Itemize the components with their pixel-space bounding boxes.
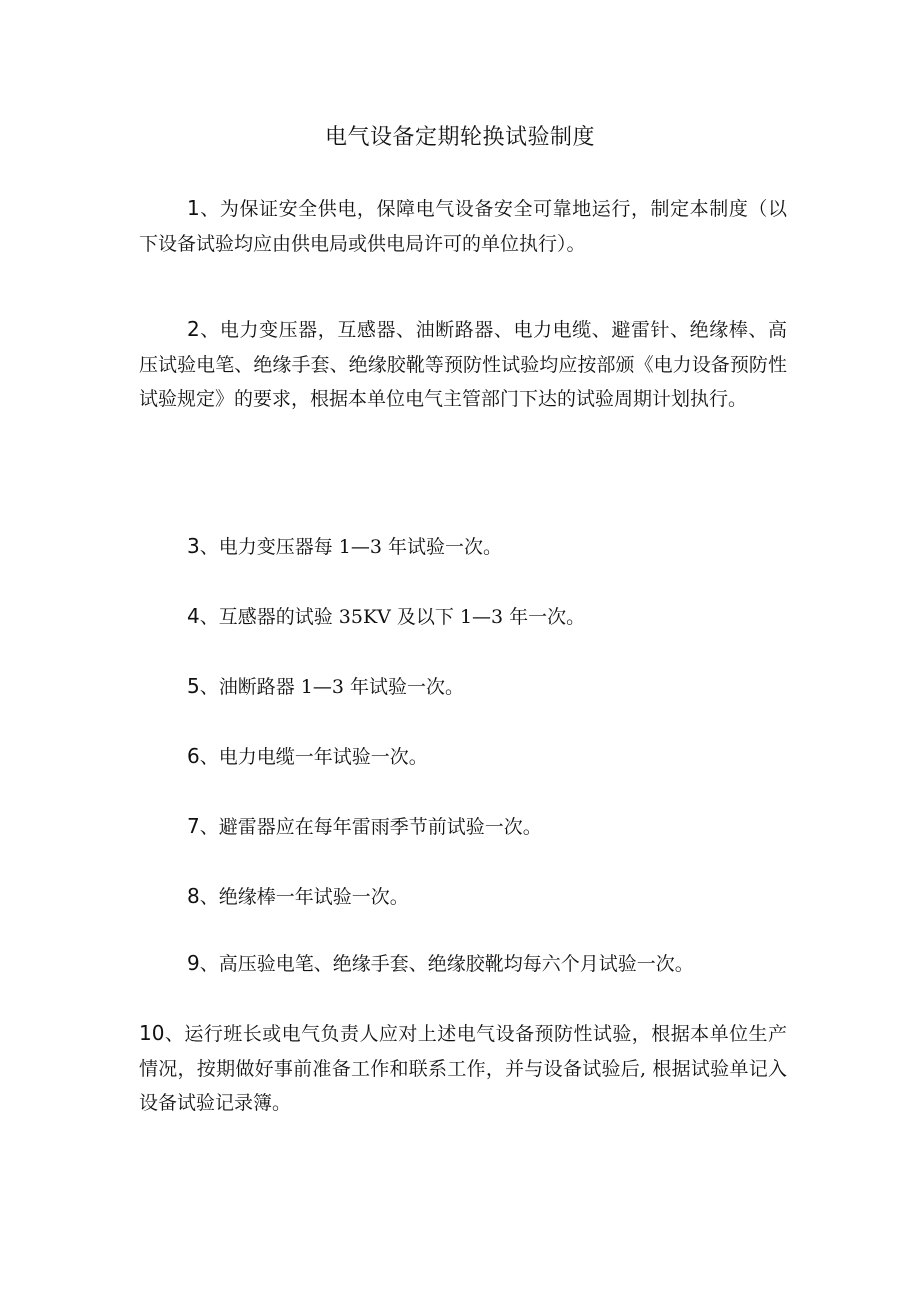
paragraph-number: 4: [187, 604, 200, 628]
paragraph-3: [139, 529, 787, 565]
paragraph-text: 、为保证安全供电，保障电气设备安全可靠地运行，制定本制度（以下设备试验均应由供电局或供电局许可的单位执行）。: [139, 198, 787, 255]
paragraph-text: 、运行班长或电气负责人应对上述电气设备预防性试验，根据本单位生产情况，按期做好事前准备工作和联系工作，并与设备试验后, 根据试验单记入设备试验记录簿。: [139, 1023, 787, 1114]
paragraph-text: 、油断路器 1—3 年试验一次。: [199, 676, 464, 698]
paragraph-number: 9: [187, 951, 200, 975]
paragraph-text: 、电力变压器每 1—3 年试验一次。: [199, 536, 502, 558]
page-title: 电气设备定期轮换试验制度: [324, 125, 595, 150]
paragraph-text: 、避雷器应在每年雷雨季节前试验一次。: [199, 816, 542, 838]
paragraph-6: [139, 739, 787, 775]
paragraph-8: [139, 879, 787, 915]
paragraph-text: 、电力电缆一年试验一次。: [199, 746, 428, 768]
paragraph-number: 8: [187, 884, 200, 908]
paragraph-number: 3: [187, 534, 200, 558]
paragraph-10: [139, 1016, 787, 1121]
paragraph-number: 5: [187, 674, 200, 698]
paragraph-1: [139, 191, 787, 261]
paragraph-number: 2: [187, 317, 200, 341]
paragraph-text: 、高压验电笔、绝缘手套、绝缘胶靴均每六个月试验一次。: [199, 953, 694, 975]
paragraph-number: 1: [187, 196, 200, 220]
paragraph-number: 6: [187, 744, 200, 768]
paragraph-9: [139, 946, 787, 982]
paragraph-number: 7: [187, 814, 200, 838]
paragraph-7: [139, 809, 787, 845]
paragraph-text: 、互感器的试验 35KV 及以下 1—3 年一次。: [199, 606, 586, 628]
paragraph-5: [139, 669, 787, 705]
paragraph-number: 10: [139, 1021, 165, 1045]
paragraph-4: [139, 599, 787, 635]
paragraph-2: [139, 312, 787, 417]
paragraph-text: 、绝缘棒一年试验一次。: [199, 886, 409, 908]
paragraph-text: 、电力变压器，互感器、油断路器、电力电缆、避雷针、绝缘棒、高压试验电笔、绝缘手套、绝缘胶靴等预防性试验均应按部颁《电力设备预防性试验规定》的要求，根据本单位电气主管部门下达的试验周期计划执行。: [139, 319, 787, 410]
